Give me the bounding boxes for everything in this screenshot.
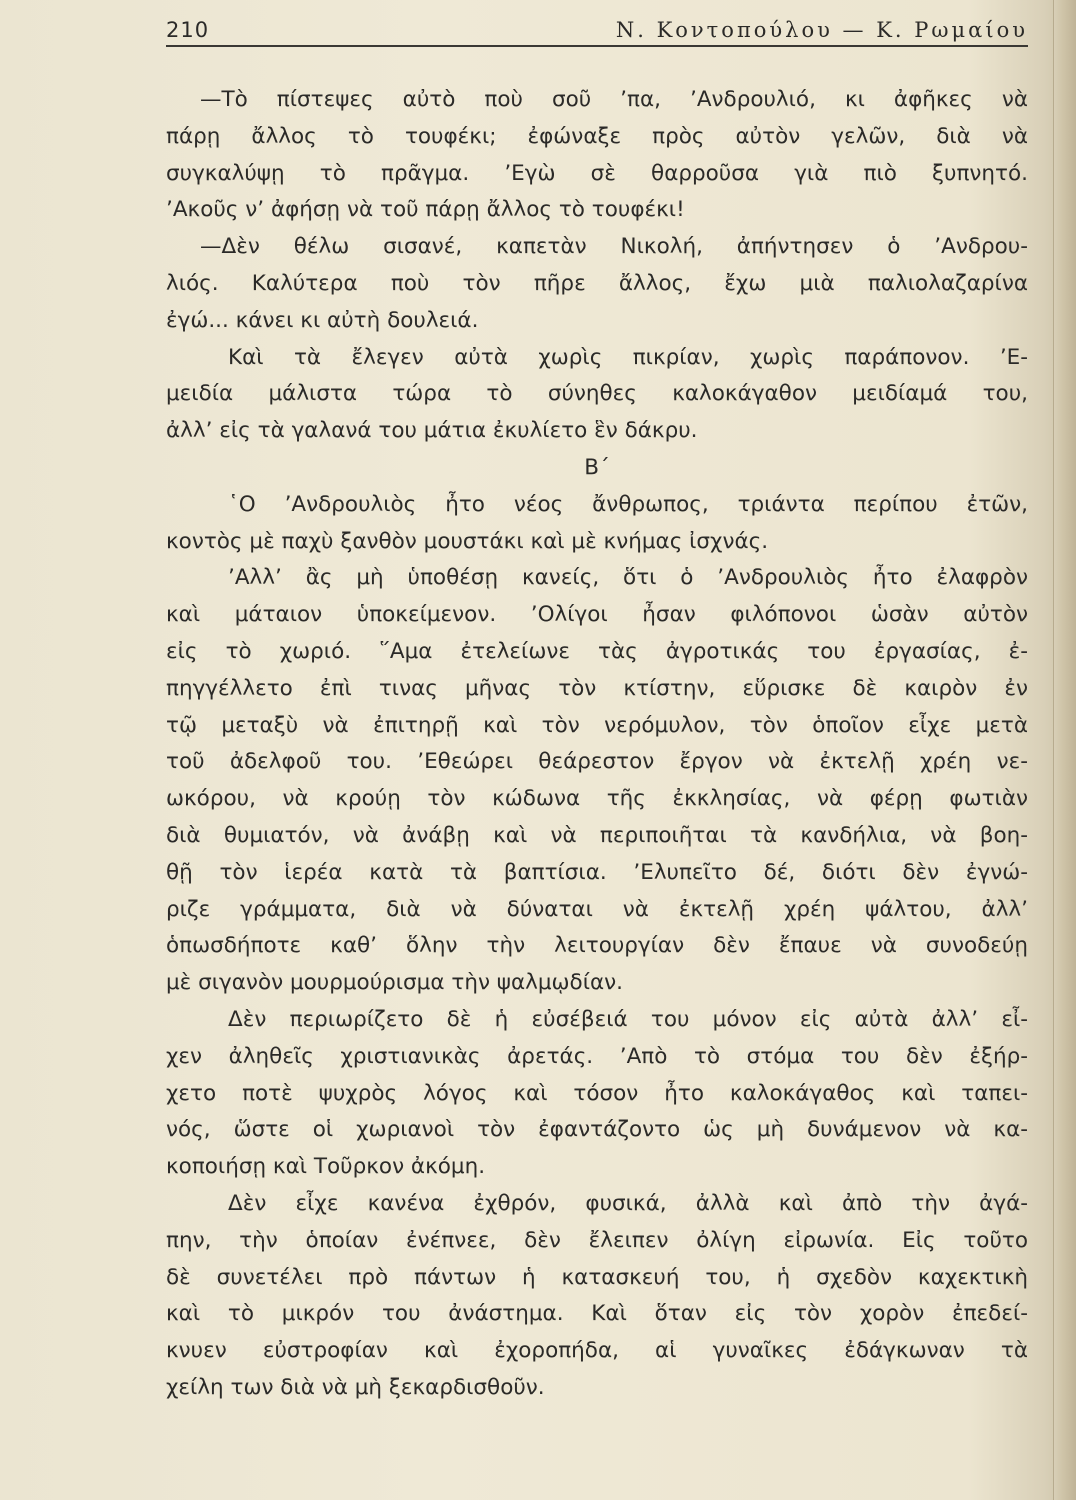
text-line: —Δὲν θέλω σισανέ, καπετὰν Νικολή, ἀπήντησεν ὁ ’Ανδρου- — [200, 234, 1028, 260]
text-line: Καὶ τὰ ἔλεγεν αὐτὰ χωρὶς πικρίαν, χωρὶς παράπονον. ’Ε- — [228, 344, 1028, 370]
text-line: νός, ὥστε οἱ χωριανοὶ τὸν ἐφαντάζοντο ὡς μὴ δυνάμενον νὰ κα- — [166, 1117, 1028, 1143]
text-line: —Τὸ πίστεψες αὐτὸ ποὺ σοῦ ’πα, ’Ανδρουλιό, κι ἀφῆκες νὰ — [200, 87, 1028, 112]
text-line: χεν ἀληθεῖς χριστιανικὰς ἀρετάς. ’Απὸ τὸ στόμα του δὲν ἐξήρ- — [166, 1043, 1028, 1069]
text-line: ὁπωσδήποτε καθ’ ὅλην τὴν λειτουργίαν δὲν ἔπαυε νὰ συνοδεύῃ — [166, 933, 1028, 959]
section-heading: Β΄ — [584, 454, 610, 480]
text-line: τοῦ ἀδελφοῦ του. ’Εθεώρει θεάρεστον ἔργον νὰ ἐκτελῇ χρέη νε- — [166, 749, 1028, 775]
text-line: χετο ποτὲ ψυχρὸς λόγος καὶ τόσον ἦτο καλοκάγαθος καὶ ταπει- — [166, 1080, 1028, 1106]
text-line: ’Ακοῦς ν’ ἀφήσῃ νὰ τοῦ πάρῃ ἄλλος τὸ τουφέκι! — [166, 197, 685, 223]
page-header — [166, 14, 1028, 44]
header-rule — [166, 45, 1028, 47]
book-spine — [1053, 0, 1076, 1500]
text-line: τῷ μεταξὺ νὰ ἐπιτηρῇ καὶ τὸν νερόμυλον, τὸν ὁποῖον εἶχε μετὰ — [166, 712, 1028, 738]
text-line: πηγγέλλετο ἐπὶ τινας μῆνας τὸν κτίστην, εὕρισκε δὲ καιρὸν ἐν — [166, 675, 1028, 701]
text-line: διὰ θυμιατόν, νὰ ἀνάβῃ καὶ νὰ περιποιῆται τὰ κανδήλια, νὰ βοη- — [166, 822, 1028, 848]
text-line: ἀλλ’ εἰς τὰ γαλανά του μάτια ἐκυλίετο ἓν δάκρυ. — [166, 418, 698, 444]
text-line: Δὲν περιωρίζετο δὲ ἡ εὐσέβειά του μόνον εἰς αὐτὰ ἀλλ’ εἶ- — [228, 1006, 1028, 1032]
text-line: Δὲν εἶχε κανένα ἐχθρόν, φυσικά, ἀλλὰ καὶ ἀπὸ τὴν ἀγά- — [228, 1190, 1028, 1216]
text-line: δὲ συνετέλει πρὸ πάντων ἡ κατασκευή του, ἡ σχεδὸν καχεκτικὴ — [166, 1264, 1028, 1290]
text-line: θῇ τὸν ἱερέα κατὰ τὰ βαπτίσια. ’Ελυπεῖτο δέ, διότι δὲν ἐγνώ- — [166, 859, 1028, 885]
text-line: πάρῃ ἄλλος τὸ τουφέκι; ἐφώναξε πρὸς αὐτὸν γελῶν, διὰ νὰ — [166, 123, 1028, 149]
text-line: εἰς τὸ χωριό. ῞Αμα ἐτελείωνε τὰς ἀγροτικάς του ἐργασίας, ἐ- — [166, 638, 1028, 664]
text-line: ἐγώ... κάνει κι αὐτὴ δουλειά. — [166, 307, 479, 333]
text-line: ῾Ο ’Ανδρουλιὸς ἦτο νέος ἄνθρωπος, τριάντα περίπου ἐτῶν, — [228, 491, 1028, 517]
text-line: κοντὸς μὲ παχὺ ξανθὸν μουστάκι καὶ μὲ κνήμας ἰσχνάς. — [166, 528, 769, 554]
body-text — [166, 82, 1028, 1407]
text-line: χείλη των διὰ νὰ μὴ ξεκαρδισθοῦν. — [166, 1374, 545, 1400]
text-line: συγκαλύψῃ τὸ πρᾶγμα. ’Εγὼ σὲ θαρροῦσα γιὰ πιὸ ξυπνητό. — [166, 160, 1028, 186]
text-line: μειδία μάλιστα τώρα τὸ σύνηθες καλοκάγαθον μειδίαμά του, — [166, 381, 1028, 407]
text-line: πην, τὴν ὁποίαν ἐνέπνεε, δὲν ἔλειπεν ὀλίγη εἰρωνία. Εἰς τοῦτο — [166, 1227, 1028, 1253]
text-line: μὲ σιγανὸν μουρμούρισμα τὴν ψαλμῳδίαν. — [166, 970, 623, 996]
text-line: ωκόρου, νὰ κρούῃ τὸν κώδωνα τῆς ἐκκλησίας, νὰ φέρῃ φωτιὰν — [166, 786, 1028, 812]
text-line: λιός. Καλύτερα ποὺ τὸν πῆρε ἄλλος, ἔχω μιὰ παλιολαζαρίνα — [166, 270, 1028, 296]
page-number: 210 — [166, 18, 210, 42]
text-line: κοποιήσῃ καὶ Τοῦρκον ἀκόμη. — [166, 1154, 486, 1180]
running-head: Ν. Κοντοπούλου — Κ. Ρωμαίου — [615, 18, 1028, 42]
text-line: ’Αλλ’ ἂς μὴ ὑποθέσῃ κανείς, ὅτι ὁ ’Ανδρουλιὸς ἦτο ἐλαφρὸν — [228, 565, 1028, 591]
text-line: κνυεν εὐστροφίαν καὶ ἐχοροπήδα, αἱ γυναῖκες ἐδάγκωναν τὰ — [166, 1338, 1028, 1364]
text-line: καὶ μάταιον ὑποκείμενον. ’Ολίγοι ἦσαν φιλόπονοι ὡσὰν αὐτὸν — [166, 602, 1028, 628]
text-line: καὶ τὸ μικρόν του ἀνάστημα. Καὶ ὅταν εἰς τὸν χορὸν ἐπεδεί- — [166, 1301, 1028, 1327]
text-line: ριζε γράμματα, διὰ νὰ δύναται νὰ ἐκτελῇ χρέη ψάλτου, ἀλλ’ — [166, 896, 1028, 922]
